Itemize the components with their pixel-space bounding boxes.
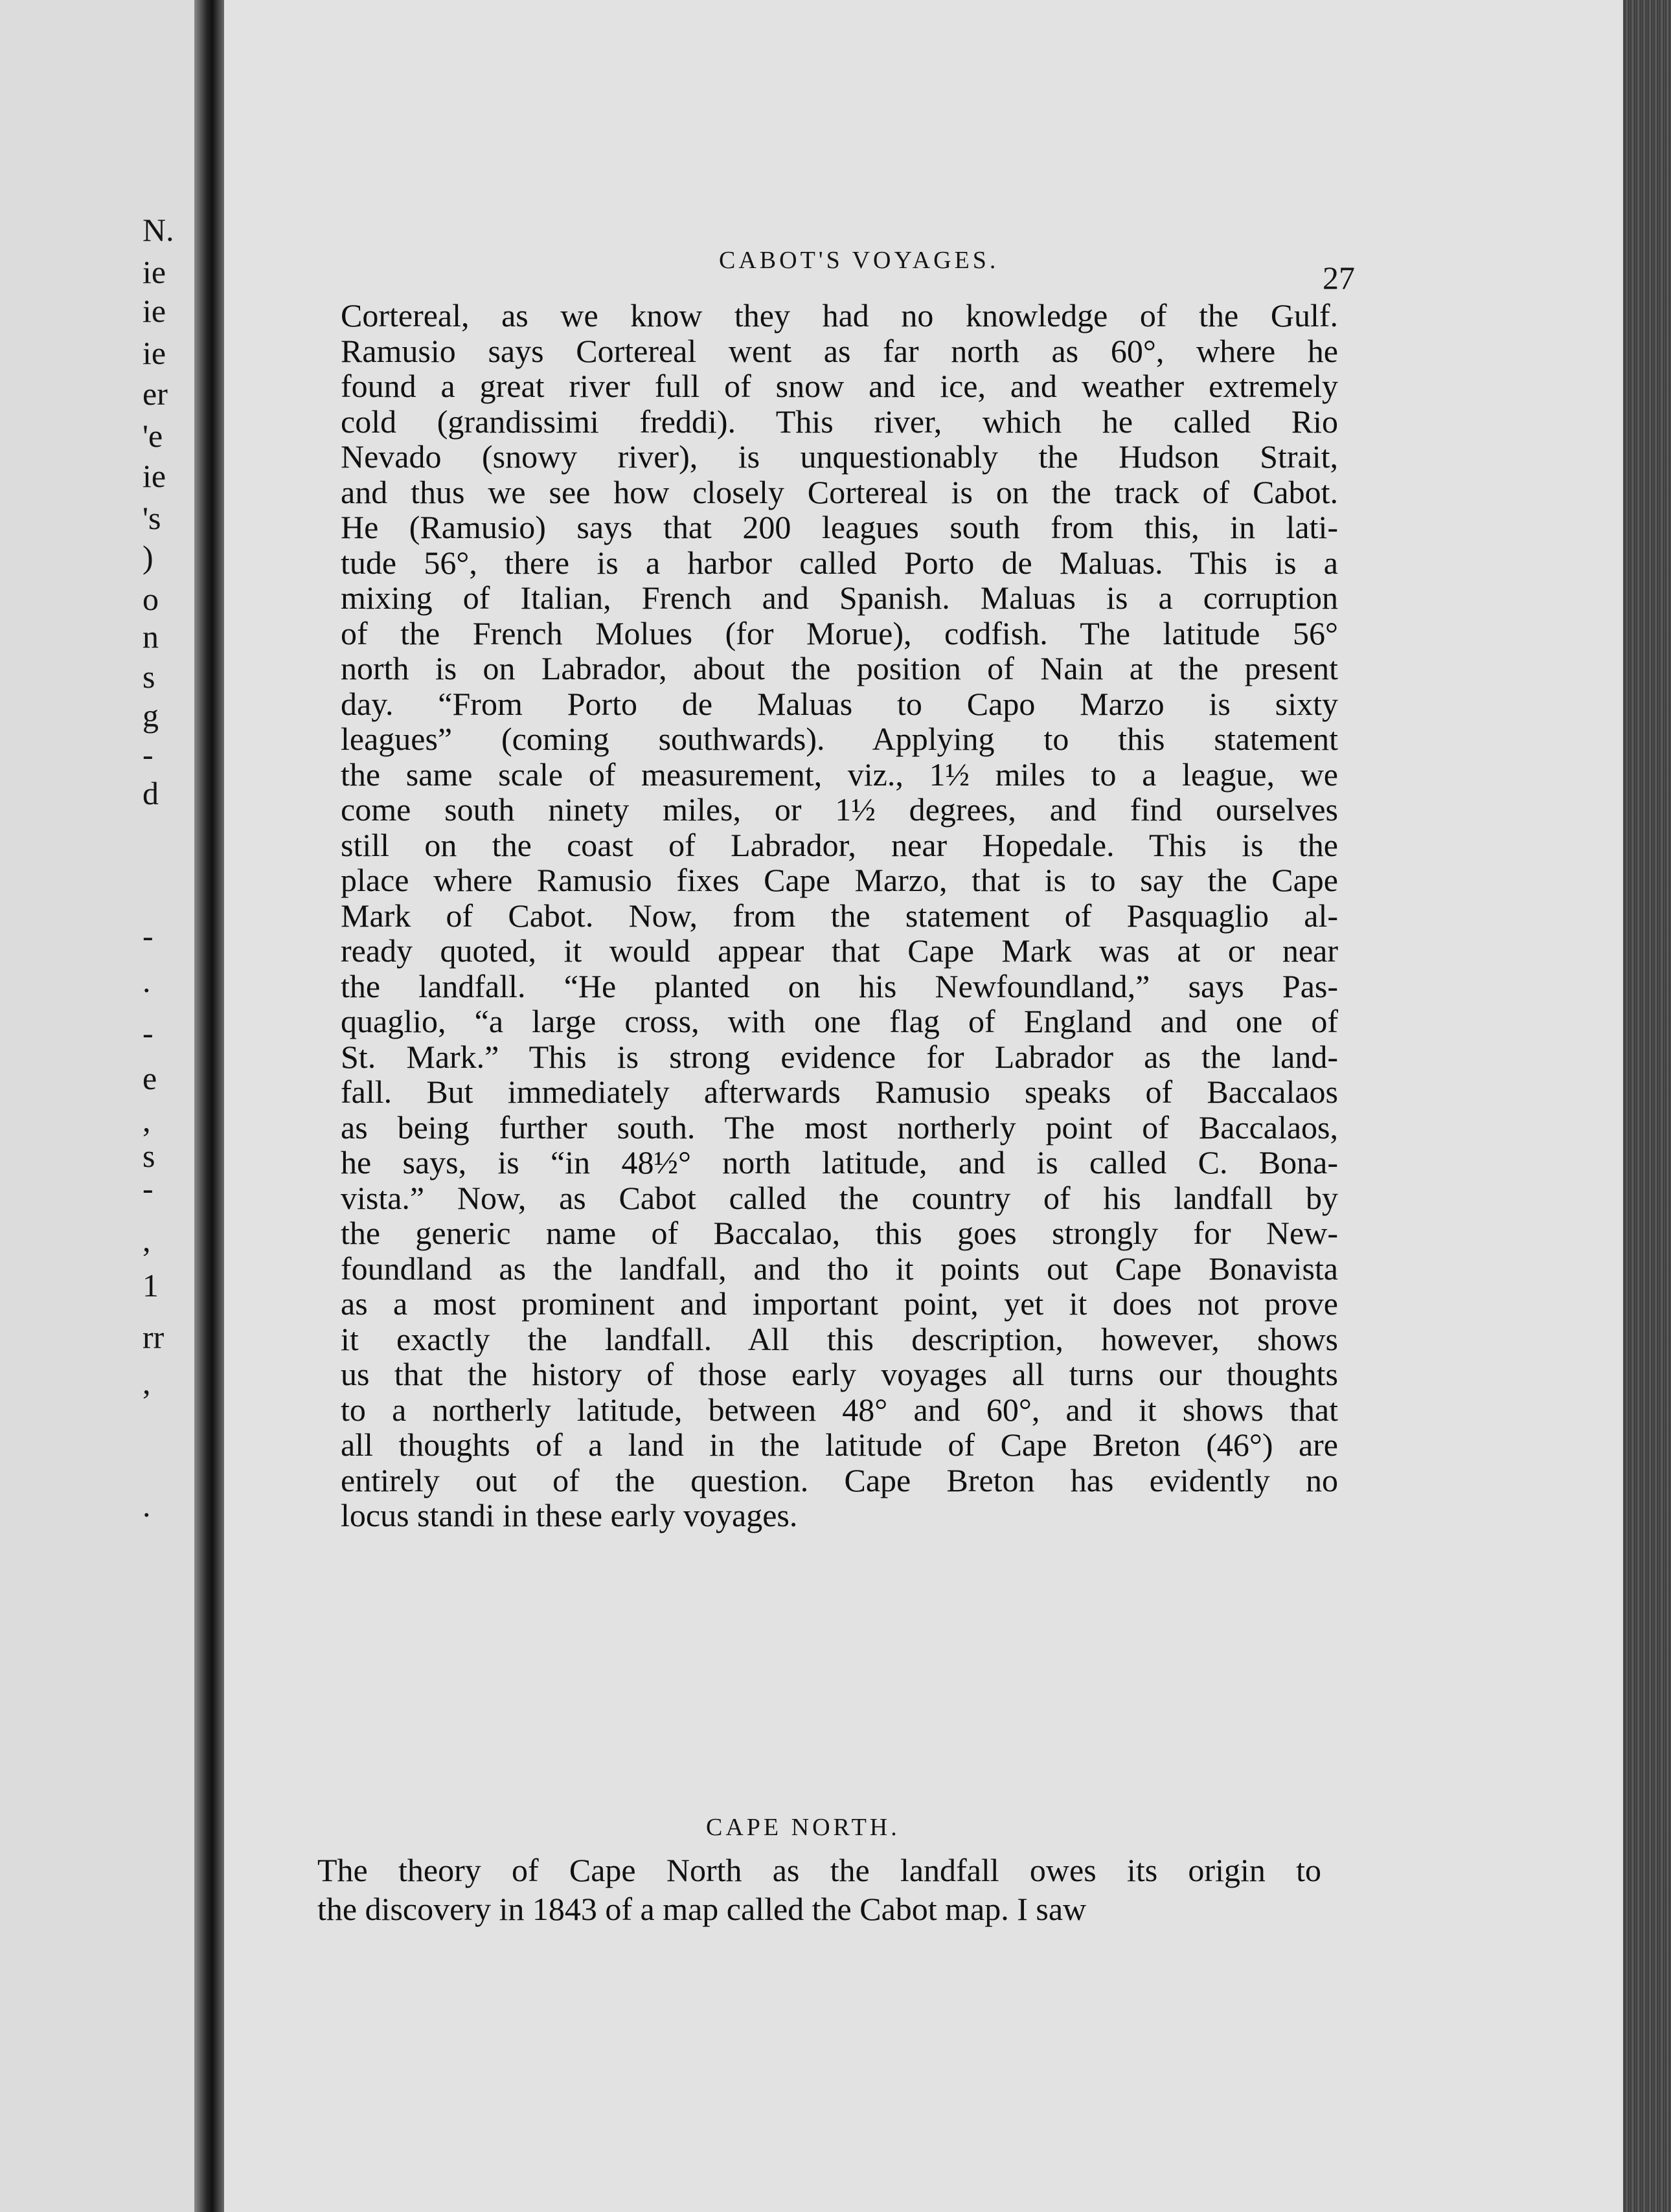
text-line: The theory of Cape North as the landfall owes its origin to <box>317 1852 1321 1888</box>
margin-fragment: ie <box>142 254 166 290</box>
text-line: cold (grandissimi freddi). This river, which he called Rio <box>341 403 1338 440</box>
margin-fragment: s <box>142 659 155 695</box>
text-line: the same scale of measurement, viz., 1½ miles to a league, we <box>341 756 1338 793</box>
margin-fragment: ) <box>142 539 153 575</box>
margin-fragment: , <box>142 1222 151 1258</box>
text-line: the generic name of Baccalao, this goes strongly for New- <box>341 1215 1338 1251</box>
text-line: place where Ramusio fixes Cape Marzo, that is to say the Cape <box>341 862 1338 898</box>
margin-fragment: er <box>142 376 168 412</box>
text-line: Cortereal, as we know they had no knowledge of the Gulf. <box>341 297 1338 333</box>
margin-fragment: , <box>142 1102 151 1138</box>
text-line: still on the coast of Labrador, near Hopedale. This is the <box>341 826 1338 863</box>
text-line: mixing of Italian, French and Spanish. Maluas is a corruption <box>341 580 1338 616</box>
text-line: vista.” Now, as Cabot called the country of his landfall by <box>341 1179 1338 1216</box>
margin-fragment: e <box>142 1060 157 1096</box>
margin-fragment: o <box>142 581 159 617</box>
margin-fragment: ie <box>142 293 166 329</box>
facing-page <box>0 0 194 2212</box>
margin-fragment: s <box>142 1138 155 1174</box>
text-line: as a most prominent and important point, yet it does not prove <box>341 1285 1338 1322</box>
text-line: all thoughts of a land in the latitude of Cape Breton (46°) are <box>341 1427 1338 1463</box>
section-text <box>317 1851 1321 1928</box>
running-head: CABOT'S VOYAGES. <box>719 247 999 274</box>
page-number: 27 <box>1323 260 1355 296</box>
section-heading: CAPE NORTH. <box>706 1814 900 1841</box>
text-line: foundland as the landfall, and tho it points out Cape Bonavista <box>341 1250 1338 1287</box>
text-line: Mark of Cabot. Now, from the statement of Pasquaglio al- <box>341 897 1338 934</box>
text-line: leagues” (coming southwards). Applying to this statement <box>341 721 1338 757</box>
text-line: quaglio, “a large cross, with one flag of England and one of <box>341 1003 1338 1039</box>
text-line: he says, is “in 48½° north latitude, and is called C. Bona- <box>341 1144 1338 1180</box>
margin-fragment: - <box>142 736 153 773</box>
text-line: it exactly the landfall. All this description, however, shows <box>341 1320 1338 1357</box>
margin-fragment: 1 <box>142 1267 159 1304</box>
text-line: St. Mark.” This is strong evidence for Labrador as the land- <box>341 1038 1338 1075</box>
text-line: us that the history of those early voyages all turns our thoughts <box>341 1356 1338 1392</box>
margin-fragment: rr <box>142 1319 165 1355</box>
margin-fragment: . <box>142 1487 151 1524</box>
text-line: He (Ramusio) says that 200 leagues south from this, in lati- <box>341 509 1338 545</box>
text-line: come south ninety miles, or 1½ degrees, and find ourselves <box>341 791 1338 828</box>
margin-fragment: - <box>142 1015 153 1051</box>
text-line: Ramusio says Cortereal went as far north as 60°, where he <box>341 332 1338 369</box>
text-line: Nevado (snowy river), is unquestionably the Hudson Strait, <box>341 438 1338 475</box>
margin-fragment: N. <box>142 212 174 248</box>
text-line: to a northerly latitude, between 48° and 60°, and it shows that <box>341 1391 1338 1428</box>
margin-fragment: - <box>142 918 153 954</box>
text-line: north is on Labrador, about the position of Nain at the present <box>341 650 1338 686</box>
margin-fragment: g <box>142 697 159 734</box>
margin-fragment: n <box>142 618 159 655</box>
body-text <box>341 298 1338 1533</box>
text-line: found a great river full of snow and ice, and weather extremely <box>341 368 1338 404</box>
page-edges <box>1623 0 1671 2212</box>
text-line: the landfall. “He planted on his Newfoundland,” says Pas- <box>341 967 1338 1004</box>
text-line: locus standi in these early voyages. <box>341 1497 798 1533</box>
margin-fragment: d <box>142 775 159 811</box>
text-line: as being further south. The most northerly point of Baccalaos, <box>341 1109 1338 1146</box>
margin-fragment: 's <box>142 500 161 536</box>
margin-fragment: , <box>142 1364 151 1401</box>
text-line: day. “From Porto de Maluas to Capo Marzo is sixty <box>341 685 1338 722</box>
text-line: tude 56°, there is a harbor called Porto de Maluas. This is a <box>341 544 1338 581</box>
margin-fragment: 'e <box>142 418 163 454</box>
text-line: the discovery in 1843 of a map called the Cabot map. I saw <box>317 1891 1087 1927</box>
book-gutter <box>194 0 224 2212</box>
margin-fragment: - <box>142 1170 153 1206</box>
text-line: of the French Molues (for Morue), codfish. The latitude 56° <box>341 615 1338 651</box>
text-line: entirely out of the question. Cape Breton has evidently no <box>341 1462 1338 1498</box>
margin-fragment: . <box>142 963 151 999</box>
text-line: and thus we see how closely Cortereal is on the track of Cabot. <box>341 473 1338 510</box>
text-line: ready quoted, it would appear that Cape Mark was at or near <box>341 932 1338 969</box>
margin-fragment: ie <box>142 458 166 494</box>
margin-fragment: ie <box>142 335 166 371</box>
text-line: fall. But immediately afterwards Ramusio speaks of Baccalaos <box>341 1074 1338 1110</box>
